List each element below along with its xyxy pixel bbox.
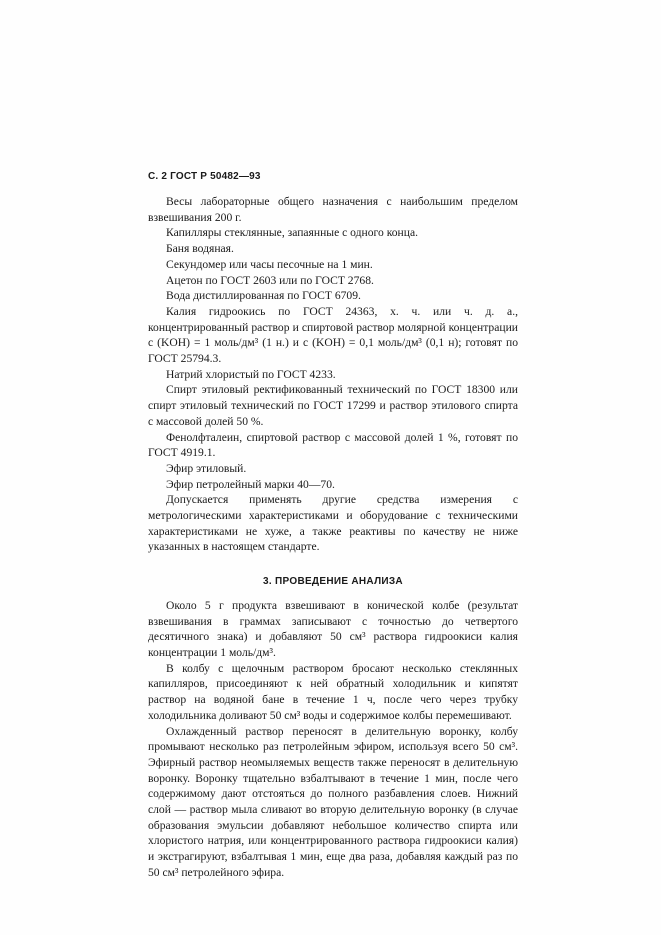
document-body — [148, 194, 518, 881]
reagent-item: Эфир этиловый. — [166, 461, 247, 475]
procedure-paragraph: Около 5 г продукта взвешивают в конической колбе (результат взвешивания в граммах записывают с точностью до четвертого десятичного знака) и добавляют 50 см³ раствора гидроокиси калия концентрации 1 моль/дм³. — [148, 598, 518, 659]
reagent-item: Спирт этиловый ректификованный технический по ГОСТ 18300 или спирт этиловый технический по ГОСТ 17299 и раствор этилового спирта с массовой долей 50 %. — [148, 383, 518, 428]
equipment-item: Секундомер или часы песочные на 1 мин. — [166, 257, 373, 271]
page-header: С. 2 ГОСТ Р 50482—93 — [148, 171, 261, 182]
reagent-item: Эфир петролейный марки 40—70. — [166, 477, 335, 491]
reagent-item: Калия гидроокись по ГОСТ 24363, х. ч. или ч. д. а., концентрированный раствор и спиртовой раствор молярной концентрации c (KOH) = 1 моль/дм³ (1 н.) и c (KOH) = 0,1 моль/дм³ (0,1 н); готовят по ГОСТ 25794.3. — [148, 304, 518, 366]
reagent-item: Фенолфталеин, спиртовой раствор с массовой долей 1 %, готовят по ГОСТ 4919.1. — [148, 430, 518, 460]
reagent-item: Ацетон по ГОСТ 2603 или по ГОСТ 2768. — [166, 273, 374, 287]
procedure-paragraph: В колбу с щелочным раствором бросают несколько стеклянных капилляров, присоединяют к ней обратный холодильник и кипятят раствор на водяной бане в течение 1 ч, после чего через трубку холодильника доливают 50 см³ воды и содержимое колбы перемешивают. — [148, 661, 518, 722]
section-heading: 3. ПРОВЕДЕНИЕ АНАЛИЗА — [263, 576, 403, 588]
substitution-note: Допускается применять другие средства измерения с метрологическими характеристиками и оборудование с техническими характеристиками не хуже, а также реактивы по качеству не ниже указанных в настоящем стандарте. — [148, 493, 518, 554]
equipment-item: Капилляры стеклянные, запаянные с одного конца. — [166, 226, 418, 240]
equipment-item: Весы лабораторные общего назначения с наибольшим пределом взвешивания 200 г. — [148, 195, 518, 224]
reagent-item: Вода дистиллированная по ГОСТ 6709. — [166, 289, 361, 303]
procedure-paragraph: Охлажденный раствор переносят в делительную воронку, колбу промывают несколько раз петролейным эфиром, используя всего 50 см³. Эфирный раствор неомыляемых веществ также переносят в делительную воронку. Воронку тщательно взбалтывают в течение 1 мин, после чего содержимому дают отстояться до полного разбавления слоев. Нижний слой — раствор мыла сливают во вторую делительную воронку (в случае образования эмульсии добавляют небольшое количество спирта или хлористого натрия, или концентрированного раствора гидроокиси калия) и экстрагируют, взбалтывая 1 мин, еще два раза, добавляя каждый раз по 50 см³ петролейного эфира. — [148, 724, 518, 879]
reagent-item: Натрий хлористый по ГОСТ 4233. — [166, 367, 336, 381]
equipment-item: Баня водяная. — [166, 242, 234, 256]
